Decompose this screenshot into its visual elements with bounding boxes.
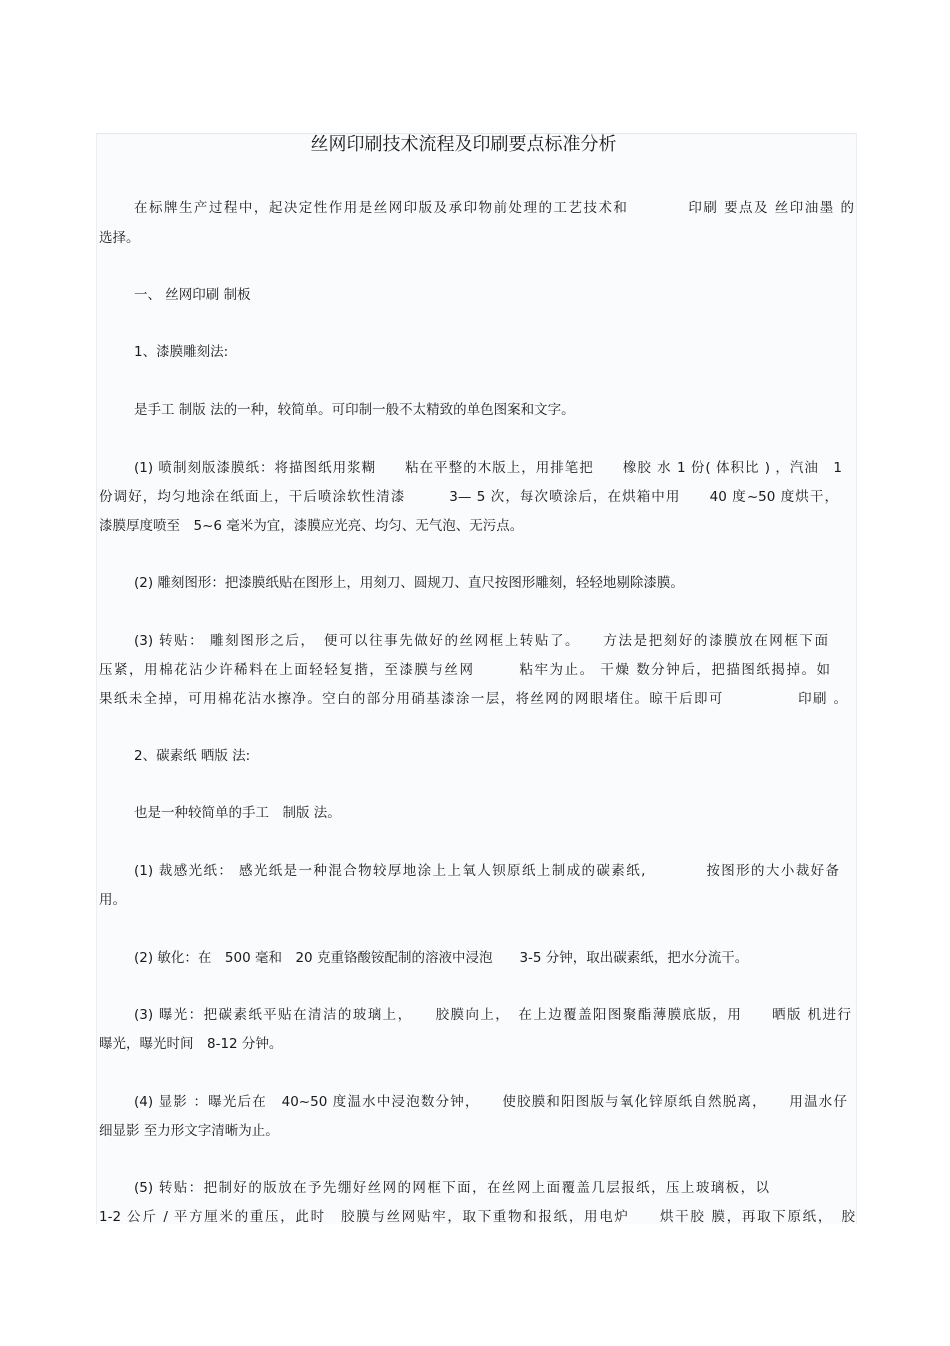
paragraph-line: (4) 显影 ：曝光后在 40~50 度温水中浸泡数分钟， 使胶膜和阳图版与氧化锌原纸自然脱离， 用温水仔 [134,1094,847,1110]
paragraph-line: 曝光，曝光时间 8-12 分钟。 [99,1036,283,1052]
paragraph-line: 1-2 公斤 / 平方厘米的重压，此时 胶膜与丝网贴牢，取下重物和报纸，用电炉 烘干胶 膜，再取下原纸， 胶 [99,1209,855,1225]
paragraph-line: (3) 转贴： 雕刻图形之后， 便可以往事先做好的丝网框上转贴了。 方法是把刻好的漆膜放在网框下面 [134,633,828,649]
paragraph-line: 细显影 至力形文字清晰为止。 [99,1123,279,1139]
section-heading: 一、 丝网印刷 制板 [134,287,251,303]
paragraph-line: 用。 [99,892,126,908]
paragraph-line: (5) 转贴：把制好的版放在予先绷好丝网的网框下面，在丝网上面覆盖几层报纸，压上玻璃板，以 [134,1180,769,1196]
paragraph-line: 份调好，均匀地涂在纸面上，干后喷涂软性清漆 3— 5 次，每次喷涂后，在烘箱中用 40 度~50 度烘干， [99,489,838,505]
paragraph-line: (1) 裁感光纸： 感光纸是一种混合物较厚地涂上上氧人钡原纸上制成的碳素纸, 按图形的大小裁好备 [134,863,839,879]
document-title: 丝网印刷技术流程及印刷要点标准分析 [310,134,617,155]
paragraph-line: 是手工 制版 法的一种，较简单。可印制一般不太精致的单色图案和文字。 [134,402,575,418]
subsection-heading: 2、碳素纸 晒版 法: [134,748,251,764]
paragraph-line: (3) 曝光：把碳素纸平贴在清洁的玻璃上， 胶膜向上， 在上边覆盖阳图聚酯薄膜底版，用 晒版 机进行 [134,1007,851,1023]
paragraph-line: (2) 雕刻图形：把漆膜纸贴在图形上，用刻刀、圆规刀、直尺按图形雕刻，轻轻地剔除漆膜。 [134,575,684,591]
paragraph-line: 在标牌生产过程中，起决定性作用是丝网印版及承印物前处理的工艺技术和 印刷 要点及 丝印油墨 的 [134,200,854,216]
paragraph-line: 漆膜厚度喷至 5~6 毫米为宜，漆膜应光亮、均匀、无气泡、无污点。 [99,518,524,534]
paragraph-line: 也是一种较简单的手工 制版 法。 [134,805,341,821]
paragraph-line: (1) 喷制刻版漆膜纸：将描图纸用浆糊 粘在平整的木版上，用排笔把 橡胶 水 1 份( 体积比 ) ，汽油 1 [134,460,842,476]
paragraph-line: 果纸未全掉，可用棉花沾水擦净。空白的部分用硝基漆涂一层，将丝网的网眼堵住。晾干后即可 印刷 。 [99,691,847,707]
paragraph-line: 压紧，用棉花沾少许稀料在上面轻轻复揩，至漆膜与丝网 粘牢为止。 干燥 数分钟后，把描图纸揭掉。如 [99,662,830,678]
paragraph-line: 选择。 [99,230,140,246]
subsection-heading: 1、漆膜雕刻法: [134,344,229,360]
paragraph-line: (2) 敏化：在 500 毫和 20 克重铬酸铵配制的溶液中浸泡 3-5 分钟，取出碳素纸，把水分流干。 [134,950,749,966]
